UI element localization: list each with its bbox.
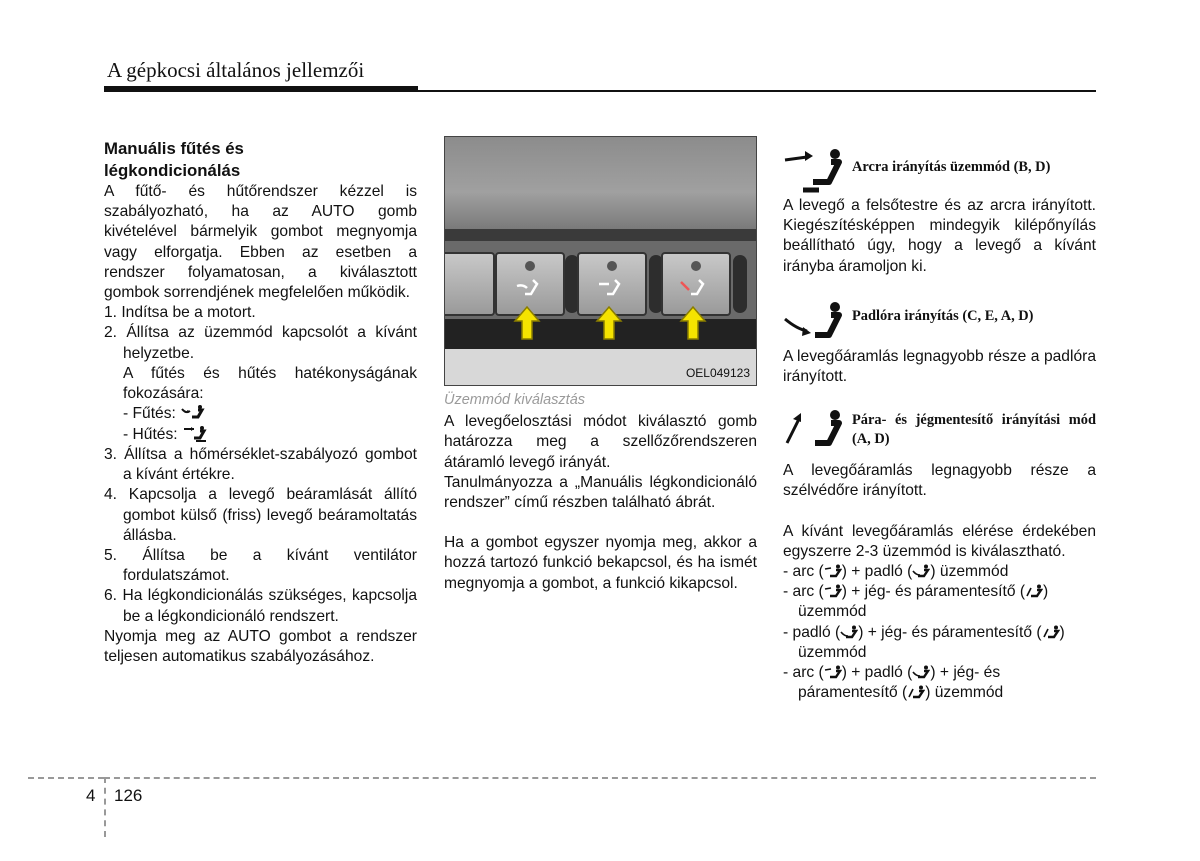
mode-paragraph-1: A levegőelosztási módot kiválasztó gomb határozza meg a szellőzőrendszeren átáramló levegő irányát.: [444, 413, 757, 471]
mode-paragraph-3: Ha a gombot egyszer nyomja meg, akkor a hozzá tartozó funkció bekapcsol, és ha ismét megnyomja a gombot, a funkció kikapcsol.: [444, 534, 757, 592]
step-5: 5. Állítsa be a kívánt ventilátor fordulatszámot.: [104, 546, 417, 585]
figure-code: OEL049123: [685, 366, 750, 380]
step-6: 6. Ha légkondicionálás szükséges, kapcsolja be a légkondicionáló rendszert.: [104, 587, 417, 625]
defrost-mode-icon: [1025, 584, 1043, 600]
defrost-mode-header: [783, 407, 1096, 461]
intro-paragraph: A fűtő- és hűtőrendszer kézzel is szabályozható, ha az AUTO gomb kivételével bármelyik gombot megnyomja vagy elforgatja. Ebben az esetben a rendszer folyamatosan, a kiválasztott gombok sorrendjének megfelelően működik.: [104, 183, 417, 302]
defrost-mode-icon: [907, 685, 925, 701]
step-2-note: A fűtés és hűtés hatékonyságának fokozására:: [123, 364, 417, 403]
column-left: [104, 138, 417, 667]
panel-button: [444, 252, 495, 316]
floor-mode-header: [783, 297, 1096, 347]
heating-mode-icon: [180, 404, 206, 424]
step-2: 2. Állítsa az üzemmód kapcsolót a kívánt helyzetbe.: [104, 324, 417, 362]
face-mode-icon: [824, 665, 842, 681]
floor-mode-icon: [783, 301, 845, 343]
combo-item: - arc ( ) + jég- és páramentesítő ( ) üzemmód: [783, 583, 1049, 621]
arrow-up-icon: [513, 305, 541, 341]
mode-paragraph-2: Tanulmányozza a „Manuális légkondicionáló rendszer” című részben található ábrát.: [444, 473, 757, 512]
combo-intro: A kívánt levegőáramlás elérése érdekében egyszerre 2-3 üzemmód is kiválasztható.: [783, 522, 1096, 560]
heating-item: - Fűtés:: [104, 404, 417, 424]
face-mode-label: Arcra irányítás üzemmód (B, D): [852, 159, 1051, 175]
column-right: [783, 146, 1096, 703]
cooling-mode-icon: [182, 425, 208, 445]
face-mode-icon: [824, 564, 842, 580]
footer-rule: [104, 777, 1096, 779]
floor-mode-icon: [840, 625, 858, 641]
header-rule-thin: [418, 90, 1096, 92]
figure-caption: Üzemmód kiválasztás: [444, 392, 586, 408]
defrost-mode-label: Pára- és jégmentesítő irányítási mód (A, D): [852, 412, 1096, 448]
mode-selector-photo: [444, 136, 757, 386]
column-middle: [444, 136, 757, 594]
floor-mode-text: A levegőáramlás legnagyobb része a padlóra irányított.: [783, 347, 1096, 386]
step-4: 4. Kapcsolja a levegő beáramlását állító gombot külső (friss) levegő beáramoltatás állásba.: [104, 486, 417, 544]
defrost-mode-icon: [1042, 625, 1060, 641]
outro-paragraph: Nyomja meg az AUTO gombot a rendszer teljesen automatikus szabályozásához.: [104, 627, 417, 665]
arrow-up-icon: [679, 305, 707, 341]
cooling-item: - Hűtés:: [104, 425, 417, 445]
defrost-mode-text: A levegőáramlás legnagyobb része a szélvédőre irányított.: [783, 462, 1096, 500]
header-rule-thick: [104, 86, 418, 92]
combo-item: - arc ( ) + padló ( ) üzemmód: [783, 563, 1009, 581]
combo-item: - padló ( ) + jég- és páramentesítő ( ) üzemmód: [783, 623, 1065, 661]
step-3: 3. Állítsa a hőmérséklet-szabályozó gombot a kívánt értékre.: [104, 445, 417, 484]
floor-mode-icon: [912, 564, 930, 580]
defrost-mode-icon: [783, 407, 845, 453]
page-header-title: A gépkocsi általános jellemzői: [107, 58, 365, 82]
footer-rule-left: [28, 777, 104, 779]
face-mode-text: A levegő a felsőtestre és az arcra irányított. Kiegészítésképpen mindegyik kilépőnyílás beállítható úgy, hogy a levegő a kívánt irányba áramoljon ki.: [783, 197, 1096, 275]
step-1: 1. Indítsa be a motort.: [104, 304, 256, 322]
floor-mode-label: Padlóra irányítás (C, E, A, D): [852, 307, 1034, 324]
page-number: 126: [114, 786, 143, 805]
face-mode-header: [783, 146, 1096, 196]
face-mode-icon: [783, 148, 845, 194]
section-heading: Manuális fűtés és légkondicionálás: [104, 139, 244, 180]
combo-item: - arc ( ) + padló ( ) + jég- és páramentesítő ( ) üzemmód: [783, 664, 1004, 702]
arrow-up-icon: [595, 305, 623, 341]
chapter-number: 4: [86, 786, 96, 805]
floor-mode-icon: [912, 665, 930, 681]
footer-divider: [104, 777, 106, 837]
face-mode-icon: [824, 584, 842, 600]
